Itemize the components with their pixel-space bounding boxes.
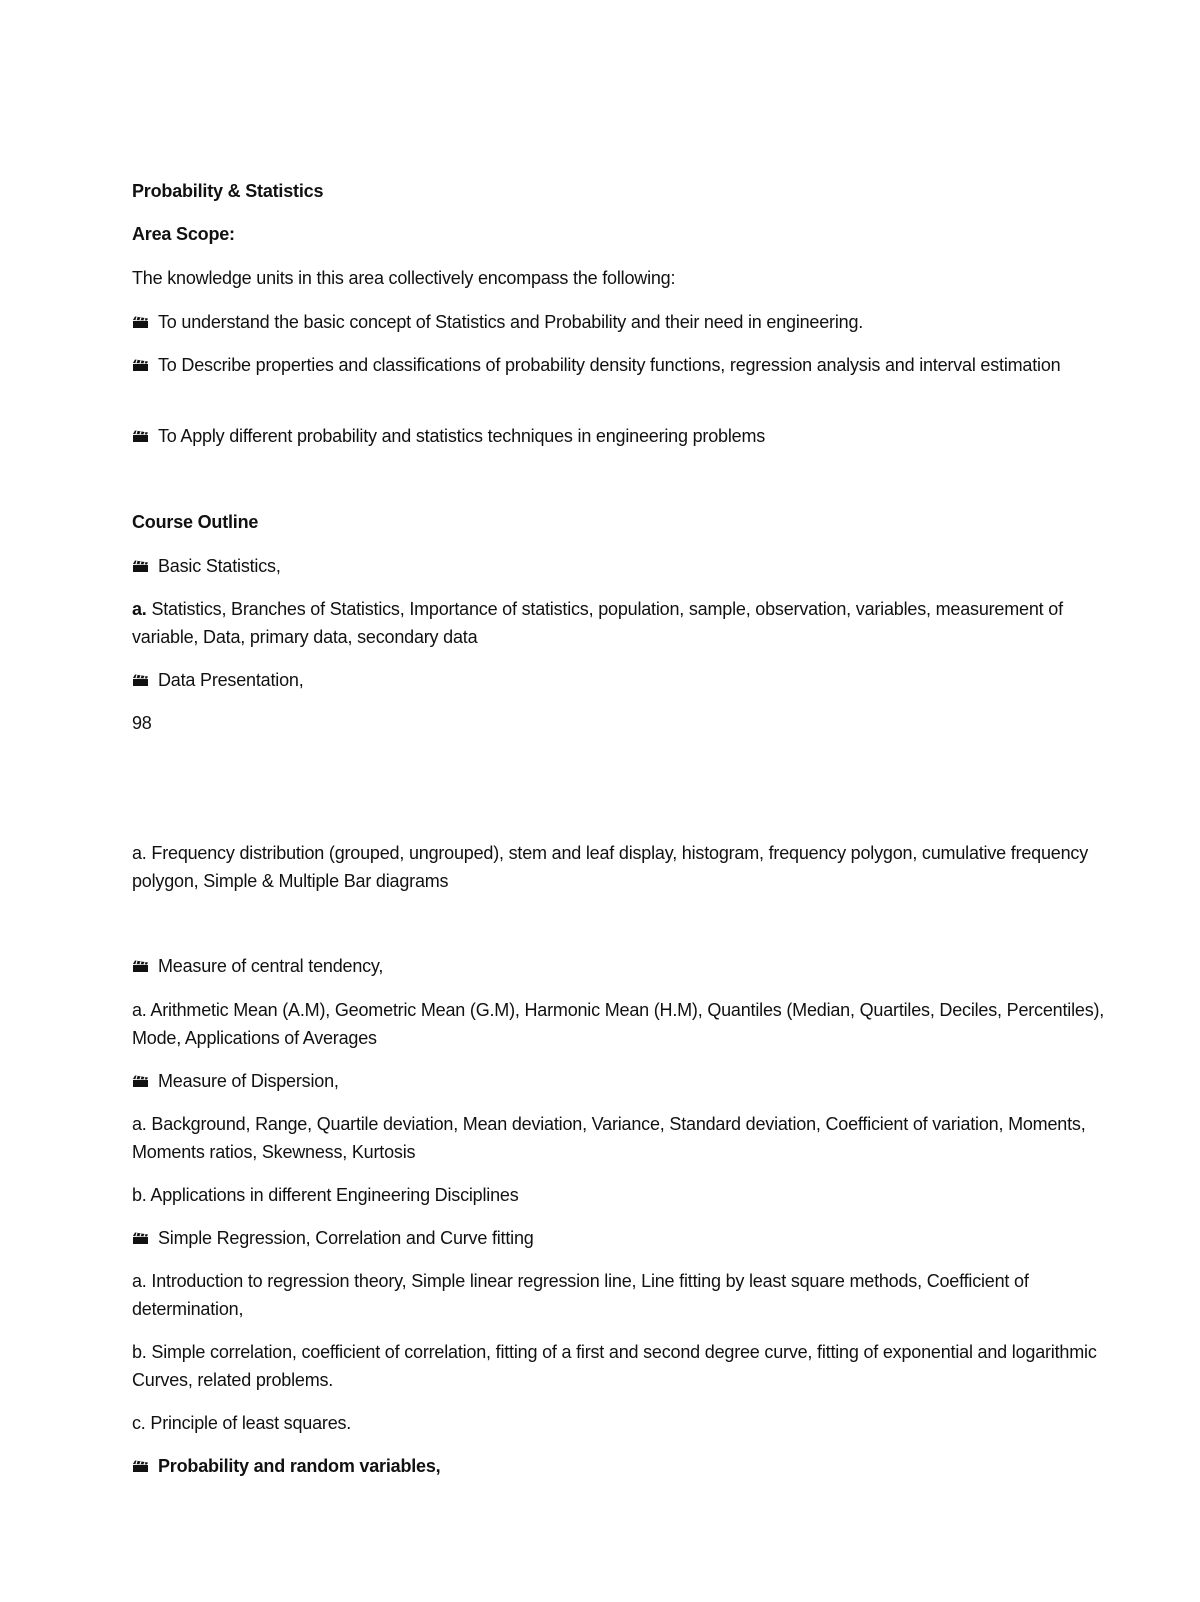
outline-item-label: Basic Statistics, [158, 556, 281, 576]
clapperboard-icon [132, 674, 150, 687]
outline-item [132, 952, 1132, 980]
outline-subitem: a. Arithmetic Mean (A.M), Geometric Mean (G.M), Harmonic Mean (H.M), Quantiles (Median, Quartiles, Deciles, Percentiles), Mode, Applications of Averages [132, 1000, 1105, 1048]
clapperboard-icon [132, 1075, 150, 1088]
clapperboard-icon [132, 359, 150, 372]
clapperboard-icon [132, 1232, 150, 1245]
outline-subitem [132, 595, 1122, 651]
clapperboard-icon [132, 960, 150, 973]
scope-item [132, 308, 1132, 336]
outline-item-label: Data Presentation, [158, 670, 304, 690]
outline-item [132, 1067, 1132, 1095]
outline-item-label: Measure of central tendency, [158, 956, 384, 976]
clapperboard-icon [132, 430, 150, 443]
outline-subitem: c. Principle of least squares. [132, 1413, 352, 1433]
clapperboard-icon [132, 316, 150, 329]
scope-item [132, 351, 1122, 379]
outline-subitem: b. Simple correlation, coefficient of correlation, fitting of a first and second degree curve, fitting of exponential and logarithmic Curves, related problems. [132, 1342, 1097, 1390]
area-scope-heading: Area Scope: [132, 224, 235, 244]
scope-item-text: To Apply different probability and statistics techniques in engineering problems [158, 426, 766, 446]
outline-item [132, 1224, 1132, 1252]
outline-item-label: Probability and random variables, [158, 1456, 441, 1476]
course-outline-heading: Course Outline [132, 512, 259, 532]
outline-subitem: b. Applications in different Engineering Disciplines [132, 1185, 519, 1205]
clapperboard-icon [132, 1460, 150, 1473]
scope-item [132, 422, 1132, 450]
outline-item [132, 1452, 1132, 1480]
outline-item [132, 552, 1132, 580]
clapperboard-icon [132, 560, 150, 573]
intro-text: The knowledge units in this area collectively encompass the following: [132, 268, 676, 288]
outline-item-label: Simple Regression, Correlation and Curve fitting [158, 1228, 534, 1248]
scope-item-text: To understand the basic concept of Statistics and Probability and their need in engineering. [158, 312, 864, 332]
scope-item-text: To Describe properties and classifications of probability density functions, regression analysis and interval estimation [158, 355, 1061, 375]
outline-subitem: a. Introduction to regression theory, Simple linear regression line, Line fitting by least square methods, Coefficient of determination, [132, 1271, 1029, 1319]
outline-subitem: a. Background, Range, Quartile deviation, Mean deviation, Variance, Standard deviation, Coefficient of variation, Moments, Moments ratios, Skewness, Kurtosis [132, 1114, 1086, 1162]
page-title: Probability & Statistics [132, 181, 324, 201]
outline-subitem: a. Frequency distribution (grouped, ungrouped), stem and leaf display, histogram, frequency polygon, cumulative frequency polygon, Simple & Multiple Bar diagrams [132, 843, 1089, 891]
subitem-prefix: a. [132, 599, 147, 619]
outline-item-label: Measure of Dispersion, [158, 1071, 339, 1091]
outline-item [132, 666, 1132, 694]
subitem-text: Statistics, Branches of Statistics, Importance of statistics, population, sample, observation, variables, measurement of variable, Data, primary data, secondary data [132, 599, 1063, 647]
page-number: 98 [132, 713, 152, 733]
